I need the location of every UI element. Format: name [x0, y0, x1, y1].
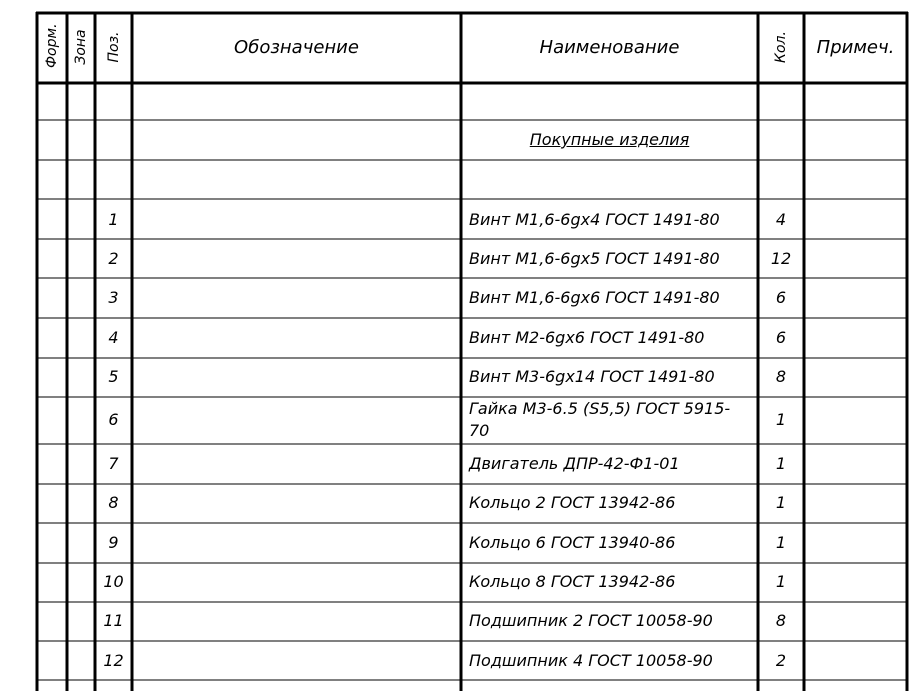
- row-name: Винт М2-6gx6 ГОСТ 1491-80: [469, 328, 705, 347]
- row-name: Винт М1,6-6gx6 ГОСТ 1491-80: [469, 288, 720, 307]
- row-name: Двигатель ДПР-42-Ф1-01: [469, 454, 680, 473]
- row-quantity: 6: [775, 288, 787, 307]
- row-name: Подшипник 4 ГОСТ 10058-90: [469, 651, 713, 670]
- row-name-line-1: Гайка М3-6.5 (S5,5) ГОСТ 5915-: [469, 399, 731, 418]
- row-quantity: 8: [775, 367, 787, 386]
- row-name: Винт М1,6-6gx4 ГОСТ 1491-80: [469, 210, 720, 229]
- row-position: 7: [108, 454, 119, 473]
- row-name: Винт М1,6-6gx5 ГОСТ 1491-80: [469, 249, 720, 268]
- row-name: Винт М3-6gx14 ГОСТ 1491-80: [469, 367, 715, 386]
- row-quantity: 2: [775, 651, 787, 670]
- row-quantity: 6: [775, 328, 787, 347]
- row-name: Кольцо 2 ГОСТ 13942-86: [469, 493, 676, 512]
- row-position: 8: [108, 493, 119, 512]
- header-quantity: Кол.: [773, 31, 789, 63]
- section-title: Покупные изделия: [529, 130, 690, 149]
- row-position: 12: [103, 651, 124, 670]
- row-quantity: 1: [775, 493, 787, 512]
- row-name: Подшипник 2 ГОСТ 10058-90: [469, 611, 713, 630]
- header-zone: Зона: [73, 29, 89, 65]
- row-quantity: 1: [775, 410, 787, 429]
- row-position: 3: [108, 288, 119, 307]
- row-quantity: 4: [775, 210, 787, 229]
- row-position: 4: [108, 328, 119, 347]
- row-position: 11: [103, 611, 124, 630]
- header-name: Наименование: [539, 37, 680, 58]
- row-position: 2: [108, 249, 119, 268]
- row-position: 6: [108, 410, 119, 429]
- row-quantity: 1: [775, 454, 787, 473]
- header-position: Поз.: [106, 31, 122, 63]
- header-form: Форм.: [44, 23, 60, 68]
- row-position: 5: [108, 367, 119, 386]
- row-position: 1: [108, 210, 119, 229]
- row-position: 10: [103, 572, 124, 591]
- header-note: Примеч.: [816, 37, 895, 58]
- row-quantity: 1: [775, 572, 787, 591]
- header-designation: Обозначение: [234, 37, 359, 58]
- row-name: Кольцо 6 ГОСТ 13940-86: [469, 533, 676, 552]
- row-position: 9: [108, 533, 119, 552]
- row-name-line-2: 70: [469, 421, 490, 440]
- row-name: Кольцо 8 ГОСТ 13942-86: [469, 572, 676, 591]
- row-quantity: 1: [775, 533, 787, 552]
- row-quantity: 12: [770, 249, 792, 268]
- row-quantity: 8: [775, 611, 787, 630]
